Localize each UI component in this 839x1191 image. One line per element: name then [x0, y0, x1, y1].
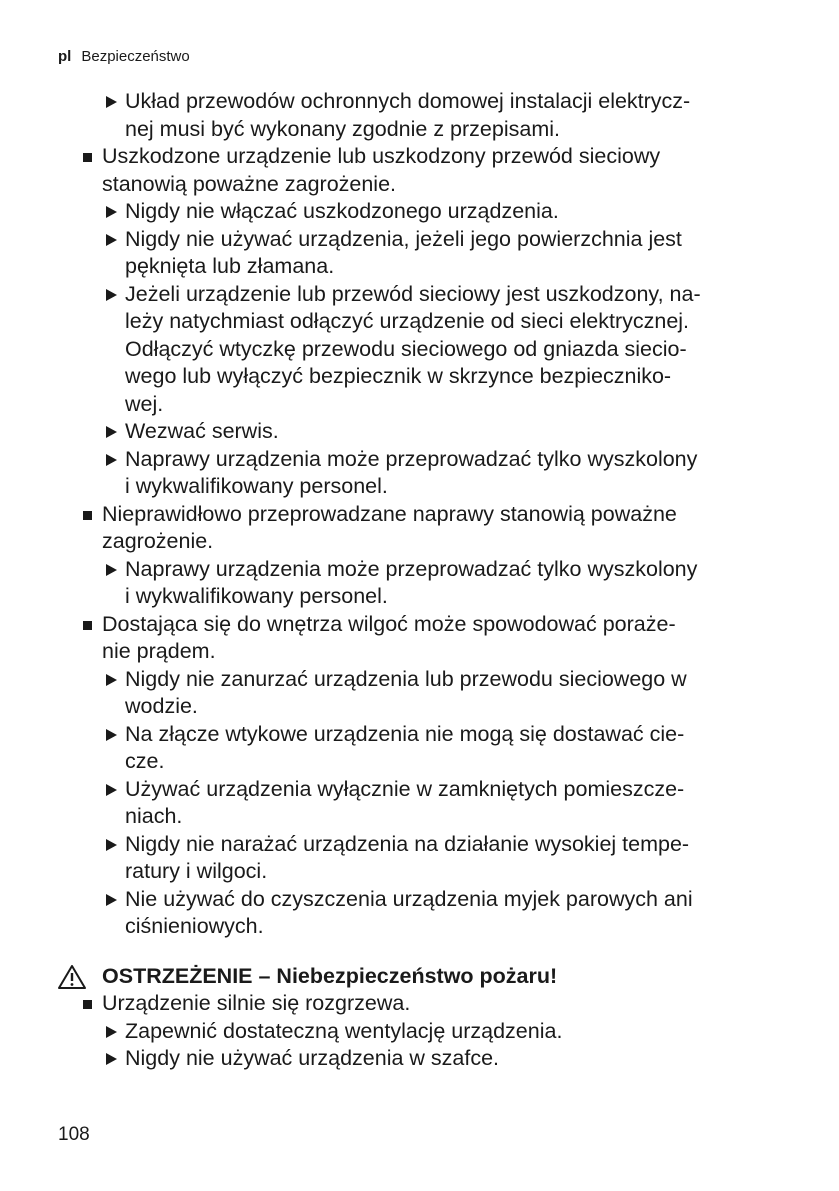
- arrow-bullet-icon: [106, 96, 117, 108]
- arrow-bullet-icon: [106, 839, 117, 851]
- page-number: 108: [58, 1124, 90, 1145]
- instruction-item: Układ przewodów ochronnych domowej instalacji elektrycz-: [0, 88, 839, 116]
- instruction-item-continued: leży natychmiast odłączyć urządzenie od sieci elektrycznej.: [125, 309, 690, 333]
- instruction-item-continued: cze.: [125, 749, 165, 773]
- instruction-item-continued: ratury i wilgoci.: [125, 859, 268, 883]
- instruction-item-continued: wego lub wyłączyć bezpiecznik w skrzynce bezpieczniko-: [125, 364, 672, 388]
- arrow-bullet-icon: [106, 206, 117, 218]
- hazard-item: Urządzenie silnie się rozgrzewa.: [0, 990, 839, 1018]
- warning-heading: [0, 963, 839, 991]
- warning-heading-text: OSTRZEŻENIE – Niebezpieczeństwo pożaru!: [102, 963, 558, 988]
- square-bullet-icon: [83, 1000, 92, 1009]
- instruction-item-continued: pęknięta lub złamana.: [125, 254, 335, 278]
- square-bullet-icon: [83, 621, 92, 630]
- arrow-bullet-icon: [106, 674, 117, 686]
- hazard-item: Dostająca się do wnętrza wilgoć może spowodować poraże-: [0, 611, 839, 639]
- arrow-bullet-icon: [106, 426, 117, 438]
- instruction-item: Nigdy nie włączać uszkodzonego urządzenia.: [0, 198, 839, 226]
- instruction-item: Naprawy urządzenia może przeprowadzać tylko wyszkolony: [0, 556, 839, 584]
- square-bullet-icon: [83, 153, 92, 162]
- warning-triangle-icon: [57, 964, 87, 990]
- instruction-item: Naprawy urządzenia może przeprowadzać tylko wyszkolony: [0, 446, 839, 474]
- hazard-item-continued: zagrożenie.: [102, 529, 214, 553]
- instruction-item-continued: niach.: [125, 804, 183, 828]
- instruction-item: Nigdy nie używać urządzenia w szafce.: [0, 1045, 839, 1073]
- instruction-item: Nie używać do czyszczenia urządzenia myjek parowych ani: [0, 886, 839, 914]
- arrow-bullet-icon: [106, 454, 117, 466]
- safety-instructions: [0, 88, 839, 1073]
- instruction-item: Nigdy nie używać urządzenia, jeżeli jego powierzchnia jest: [0, 226, 839, 254]
- instruction-item: Na złącze wtykowe urządzenia nie mogą się dostawać cie-: [0, 721, 839, 749]
- arrow-bullet-icon: [106, 784, 117, 796]
- square-bullet-icon: [83, 511, 92, 520]
- instruction-item: Zapewnić dostateczną wentylację urządzenia.: [0, 1018, 839, 1046]
- instruction-item: Używać urządzenia wyłącznie w zamkniętych pomieszcze-: [0, 776, 839, 804]
- instruction-item-continued: wodzie.: [125, 694, 198, 718]
- arrow-bullet-icon: [106, 894, 117, 906]
- hazard-item-continued: nie prądem.: [102, 639, 216, 663]
- instruction-item-continued: nej musi być wykonany zgodnie z przepisami.: [125, 116, 560, 141]
- arrow-bullet-icon: [106, 1053, 117, 1065]
- page-header: [58, 47, 190, 67]
- instruction-item-continued: i wykwalifikowany personel.: [125, 474, 388, 498]
- language-code: pl: [58, 48, 72, 65]
- arrow-bullet-icon: [106, 729, 117, 741]
- section-title: Bezpieczeństwo: [81, 48, 190, 65]
- hazard-item: Uszkodzone urządzenie lub uszkodzony przewód sieciowy: [0, 143, 839, 171]
- instruction-item: Wezwać serwis.: [0, 418, 839, 446]
- instruction-item-continued: Odłączyć wtyczkę przewodu sieciowego od gniazda siecio-: [125, 336, 687, 361]
- instruction-item: Nigdy nie zanurzać urządzenia lub przewodu sieciowego w: [0, 666, 839, 694]
- hazard-item: Nieprawidłowo przeprowadzane naprawy stanowią poważne: [0, 501, 839, 529]
- arrow-bullet-icon: [106, 1026, 117, 1038]
- arrow-bullet-icon: [106, 564, 117, 576]
- arrow-bullet-icon: [106, 234, 117, 246]
- instruction-item-continued: wej.: [125, 391, 164, 416]
- instruction-item-continued: ciśnieniowych.: [125, 914, 264, 938]
- instruction-item: Nigdy nie narażać urządzenia na działanie wysokiej tempe-: [0, 831, 839, 859]
- arrow-bullet-icon: [106, 289, 117, 301]
- hazard-item-continued: stanowią poważne zagrożenie.: [102, 171, 397, 196]
- instruction-item-continued: i wykwalifikowany personel.: [125, 584, 388, 608]
- instruction-item: Jeżeli urządzenie lub przewód sieciowy jest uszkodzony, na-: [0, 281, 839, 309]
